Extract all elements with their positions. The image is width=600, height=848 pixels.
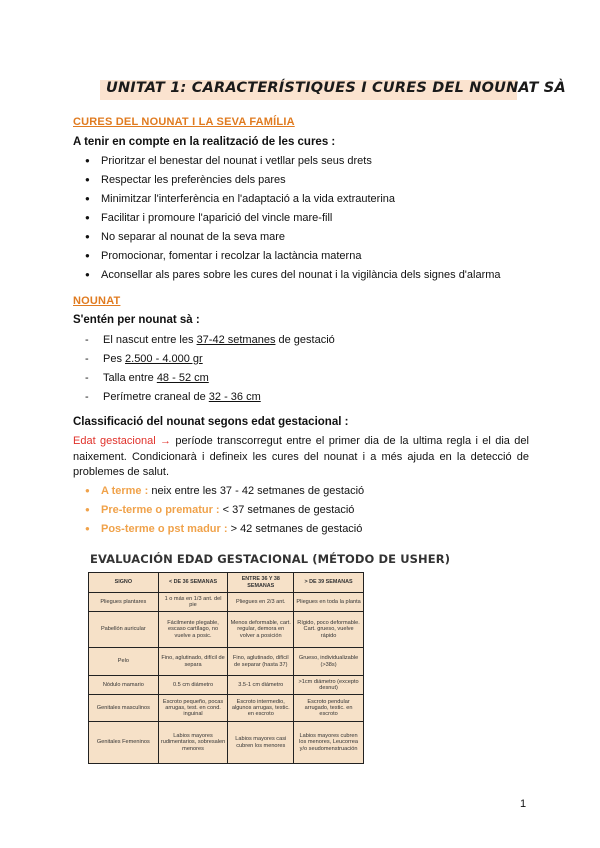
classificacio-list (85, 484, 364, 541)
table-cell: >1cm diámetro (excepto desnut) (294, 676, 364, 695)
table-cell: 0.5 cm diámetro (158, 676, 228, 695)
table-cell: 1 o más en 1/3 ant. del pie (158, 593, 228, 612)
list-item: - Talla entre 48 - 52 cm (85, 371, 335, 390)
list-item: ● Respectar les preferències dels pares (85, 173, 501, 192)
table-cell: Labios mayores rudimentarios, sobresalen menores (158, 722, 228, 764)
title-banner (100, 80, 566, 100)
list-item: ● Pos-terme o pst madur : > 42 setmanes de gestació (85, 522, 364, 541)
list-item: - El nascut entre les 37-42 setmanes de gestació (85, 333, 335, 352)
table-cell: Fácilmente plegable, escaso cartílago, no vuelve a posic. (158, 612, 228, 648)
table-cell: Pliegues plantares (89, 593, 159, 612)
table-header-cell: < DE 36 SEMANAS (158, 573, 228, 593)
usher-table-title: EVALUACIÓN EDAD GESTACIONAL (MÉTODO DE USHER) (90, 552, 451, 566)
list-item: - Perímetre craneal de 32 - 36 cm (85, 390, 335, 409)
list-item: ● Aconsellar als pares sobre les cures del nounat i la vigilància dels signes d'alarma (85, 268, 501, 287)
table-header-cell: SIGNO (89, 573, 159, 593)
table-cell: Escroto pequeño, pocas arrugas, test. en cond. inguinal (158, 695, 228, 722)
table-cell: Pabellón auricular (89, 612, 159, 648)
table-header-cell: > DE 39 SEMANAS (294, 573, 364, 593)
table-cell: Pelo (89, 648, 159, 676)
table-cell: Fino, aglutinado, difícil de separa (158, 648, 228, 676)
table-cell: Rígido, poco deformable. Cart. grueso, vuelve rápido (294, 612, 364, 648)
usher-table (88, 572, 364, 764)
table-header-row (89, 573, 364, 593)
list-item: ● No separar al nounat de la seva mare (85, 230, 501, 249)
table-cell: Labios mayores cubren los menores, Leucorrea y/o seudomenstruación (294, 722, 364, 764)
section-subheading-nounat: S'entén per nounat sà : (73, 314, 200, 326)
table-cell: Pliegues en toda la planta (294, 593, 364, 612)
table-row (89, 648, 364, 676)
table-header-cell: ENTRE 36 Y 38 SEMANAS (228, 573, 294, 593)
table-cell: Escroto intermedio, algunos arrugas, testic. en escroto (228, 695, 294, 722)
table-row (89, 593, 364, 612)
section-heading-cures: CURES DEL NOUNAT I LA SEVA FAMÍLIA (73, 116, 295, 128)
list-item: ● Pre-terme o prematur : < 37 setmanes de gestació (85, 503, 364, 522)
list-item: ● A terme : neix entre les 37 - 42 setmanes de gestació (85, 484, 364, 503)
table-cell: Grueso, individualizable (>38s) (294, 648, 364, 676)
table-row (89, 695, 364, 722)
list-item: ● Facilitar i promoure l'aparició del vincle mare-fill (85, 211, 501, 230)
section-subheading-classificacio: Classificació del nounat segons edat gestacional : (73, 416, 349, 428)
section-subheading-cures: A tenir en compte en la realització de les cures : (73, 136, 336, 148)
list-item: ● Minimitzar l'interferència en l'adaptació a la vida extrauterina (85, 192, 501, 211)
term-label: Edat gestacional → (73, 435, 172, 447)
table-cell: Labios mayores casi cubren los menores (228, 722, 294, 764)
page-title: UNITAT 1: CARACTERÍSTIQUES I CURES DEL NOUNAT SÀ (106, 80, 566, 96)
list-item: - Pes 2.500 - 4.000 gr (85, 352, 335, 371)
gestational-age-definition: Edat gestacional → període transcorregut entre el primer dia de la ultima regla i el dia del naixement. Condicionarà i defineix les cures del nounat i a més ajuda en la detecció de problemes de salut. (73, 435, 529, 478)
cures-list (85, 154, 501, 287)
table-cell: Nódulo mamario (89, 676, 159, 695)
table-row (89, 676, 364, 695)
nounat-list (85, 333, 335, 409)
table-cell: Menos deformable, cart. regular, demora en volver a posición (228, 612, 294, 648)
table-row (89, 612, 364, 648)
table-cell: 3.5-1 cm diámetro (228, 676, 294, 695)
list-item: ● Prioritzar el benestar del nounat i vetllar pels seus drets (85, 154, 501, 173)
section-heading-nounat: NOUNAT (73, 295, 121, 307)
table-row (89, 722, 364, 764)
list-item: ● Promocionar, fomentar i recolzar la lactància materna (85, 249, 501, 268)
table-cell: Pliegues en 2/3 ant. (228, 593, 294, 612)
page-number: 1 (520, 798, 527, 810)
table-cell: Genitales Femeninos (89, 722, 159, 764)
table-cell: Genitales masculinos (89, 695, 159, 722)
table-cell: Escroto pendular arrugado, testic. en escroto (294, 695, 364, 722)
table-cell: Fino, aglutinado, difícil de separar (hasta 37) (228, 648, 294, 676)
